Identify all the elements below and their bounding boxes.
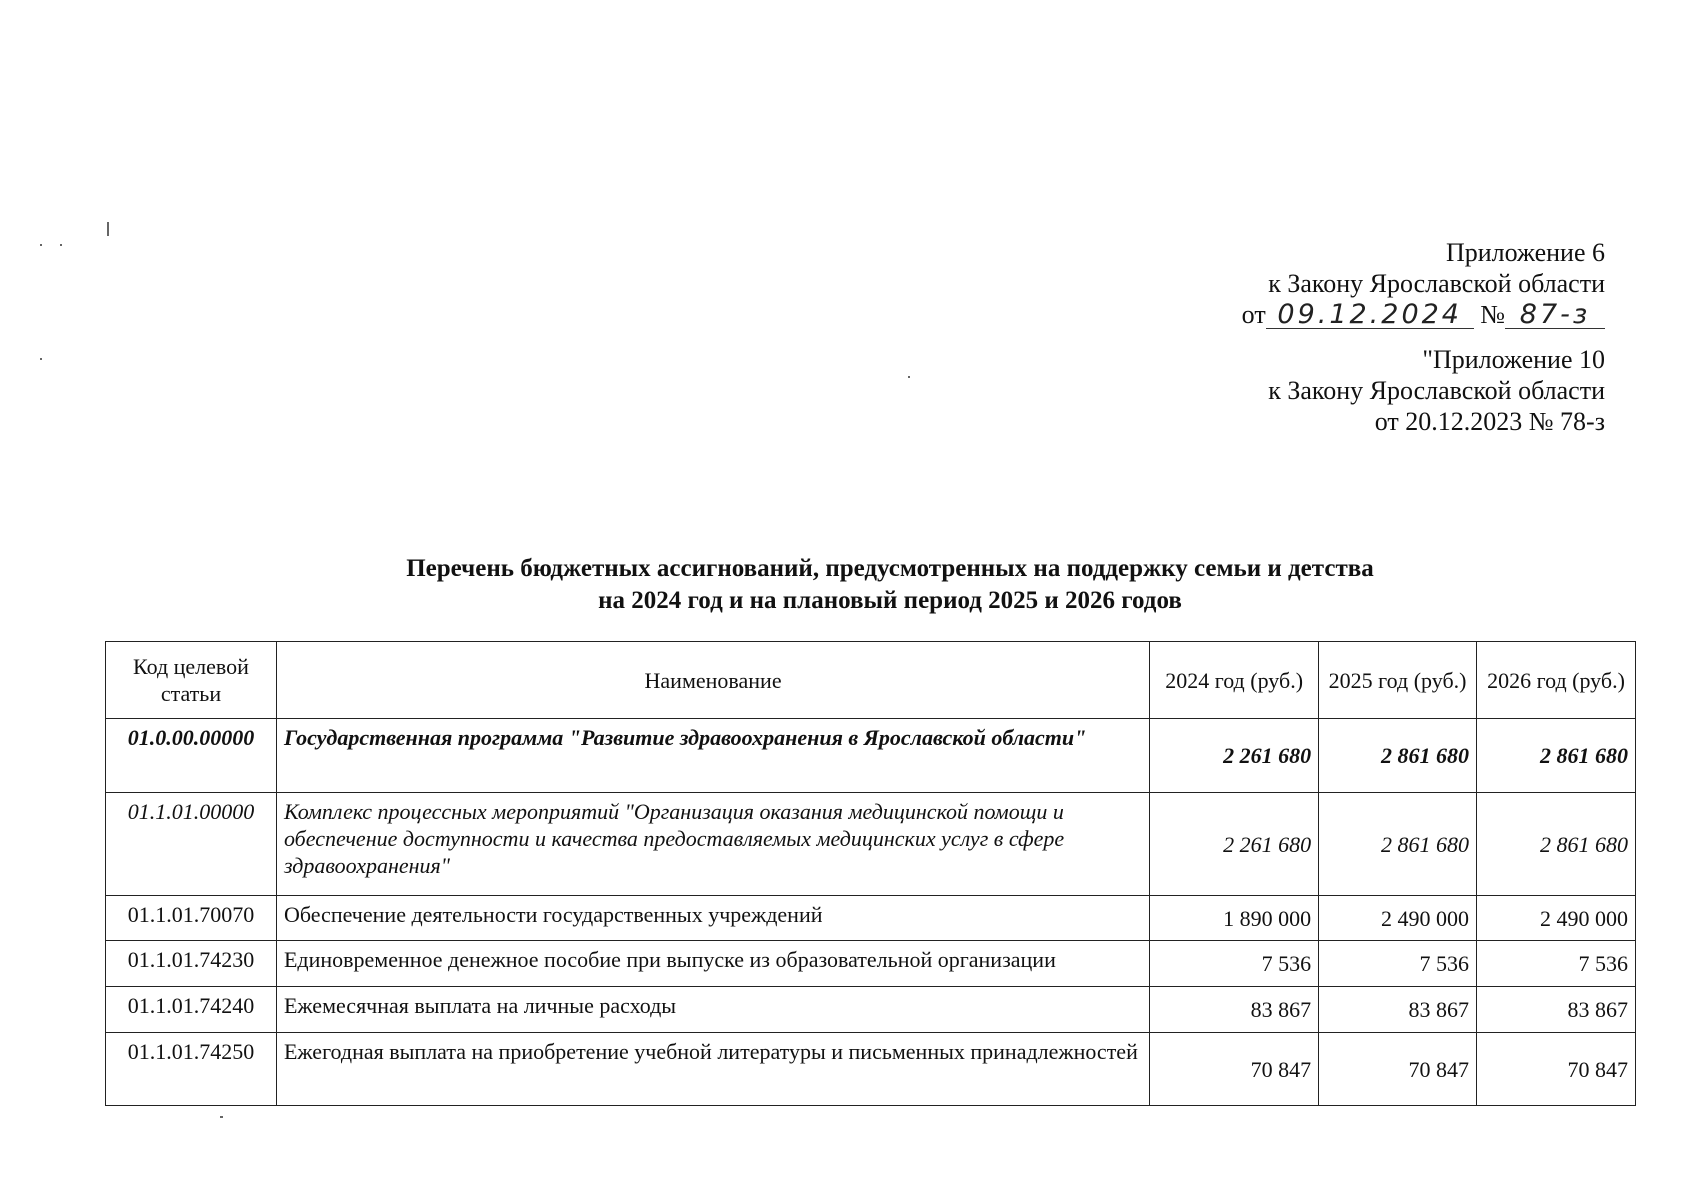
row-2026: 70 847: [1477, 1033, 1636, 1106]
row-code: 01.1.01.74230: [106, 941, 277, 987]
scan-speck: [60, 244, 62, 246]
table-row: [106, 793, 1636, 896]
annex-date-line: [1242, 299, 1605, 330]
row-2025: 2 861 680: [1319, 793, 1477, 896]
annex-law-reference: к Закону Ярославской области: [1268, 269, 1605, 298]
row-name: Ежемесячная выплата на личные расходы: [276, 987, 1149, 1033]
row-2025: 70 847: [1319, 1033, 1477, 1106]
annex-from-prefix: от: [1241, 300, 1266, 329]
row-code: 01.1.01.00000: [106, 793, 277, 896]
row-code: 01.1.01.74250: [106, 1033, 277, 1106]
row-name: Ежегодная выплата на приобретение учебной литературы и письменных принадлежностей: [276, 1033, 1149, 1106]
scan-speck: [107, 222, 109, 236]
previous-annex-date: от 20.12.2023 № 78-з: [1374, 407, 1605, 436]
row-2026: 2 490 000: [1477, 896, 1636, 941]
row-2025: 7 536: [1319, 941, 1477, 987]
title-line-1: Перечень бюджетных ассигнований, предусмотренных на поддержку семьи и детства: [406, 555, 1374, 582]
table-row: [106, 987, 1636, 1033]
header-2025: 2025 год (руб.): [1319, 642, 1477, 719]
scan-speck: [220, 1116, 223, 1118]
row-name: Государственная программа "Развитие здравоохранения в Ярославской области": [276, 719, 1149, 793]
row-code: 01.0.00.00000: [106, 719, 277, 793]
previous-annex-law-reference: к Закону Ярославской области: [1268, 376, 1605, 405]
title-line-2: на 2024 год и на плановый период 2025 и 2026 годов: [598, 587, 1182, 614]
table-row: [106, 719, 1636, 793]
row-2024: 7 536: [1150, 941, 1319, 987]
table-row: [106, 1033, 1636, 1106]
row-code: 01.1.01.74240: [106, 987, 277, 1033]
scan-speck: [40, 244, 42, 246]
row-2025: 2 861 680: [1319, 719, 1477, 793]
scan-speck: [908, 376, 910, 378]
annex-title: Приложение 6: [1445, 238, 1605, 267]
budget-table: [105, 641, 1636, 1106]
row-2026: 2 861 680: [1477, 793, 1636, 896]
row-name: Единовременное денежное пособие при выпуске из образовательной организации: [276, 941, 1149, 987]
row-2025: 83 867: [1319, 987, 1477, 1033]
header-code: Код целевой статьи: [106, 642, 277, 719]
previous-annex-title: "Приложение 10: [1422, 345, 1605, 374]
scan-speck: [40, 358, 42, 360]
row-2024: 83 867: [1150, 987, 1319, 1033]
row-2024: 2 261 680: [1150, 793, 1319, 896]
header-2026: 2026 год (руб.): [1477, 642, 1636, 719]
row-2024: 2 261 680: [1150, 719, 1319, 793]
row-name: Обеспечение деятельности государственных учреждений: [276, 896, 1149, 941]
header-2024: 2024 год (руб.): [1150, 642, 1319, 719]
handwritten-number: 87-з: [1505, 302, 1605, 329]
row-2024: 70 847: [1150, 1033, 1319, 1106]
handwritten-date: 09.12.2024: [1266, 302, 1474, 329]
annex-number-sign: №: [1480, 300, 1505, 329]
row-2026: 83 867: [1477, 987, 1636, 1033]
row-2025: 2 490 000: [1319, 896, 1477, 941]
header-name: Наименование: [276, 642, 1149, 719]
row-code: 01.1.01.70070: [106, 896, 277, 941]
document-title: [0, 553, 1697, 617]
annex-header: [1242, 237, 1605, 437]
row-2024: 1 890 000: [1150, 896, 1319, 941]
table-row: [106, 941, 1636, 987]
row-2026: 2 861 680: [1477, 719, 1636, 793]
row-name: Комплекс процессных мероприятий "Организация оказания медицинской помощи и обеспечение доступности и качества предоставляемых медицинских услуг в сфере здравоохранения": [276, 793, 1149, 896]
row-2026: 7 536: [1477, 941, 1636, 987]
table-header-row: [106, 642, 1636, 719]
table-row: [106, 896, 1636, 941]
